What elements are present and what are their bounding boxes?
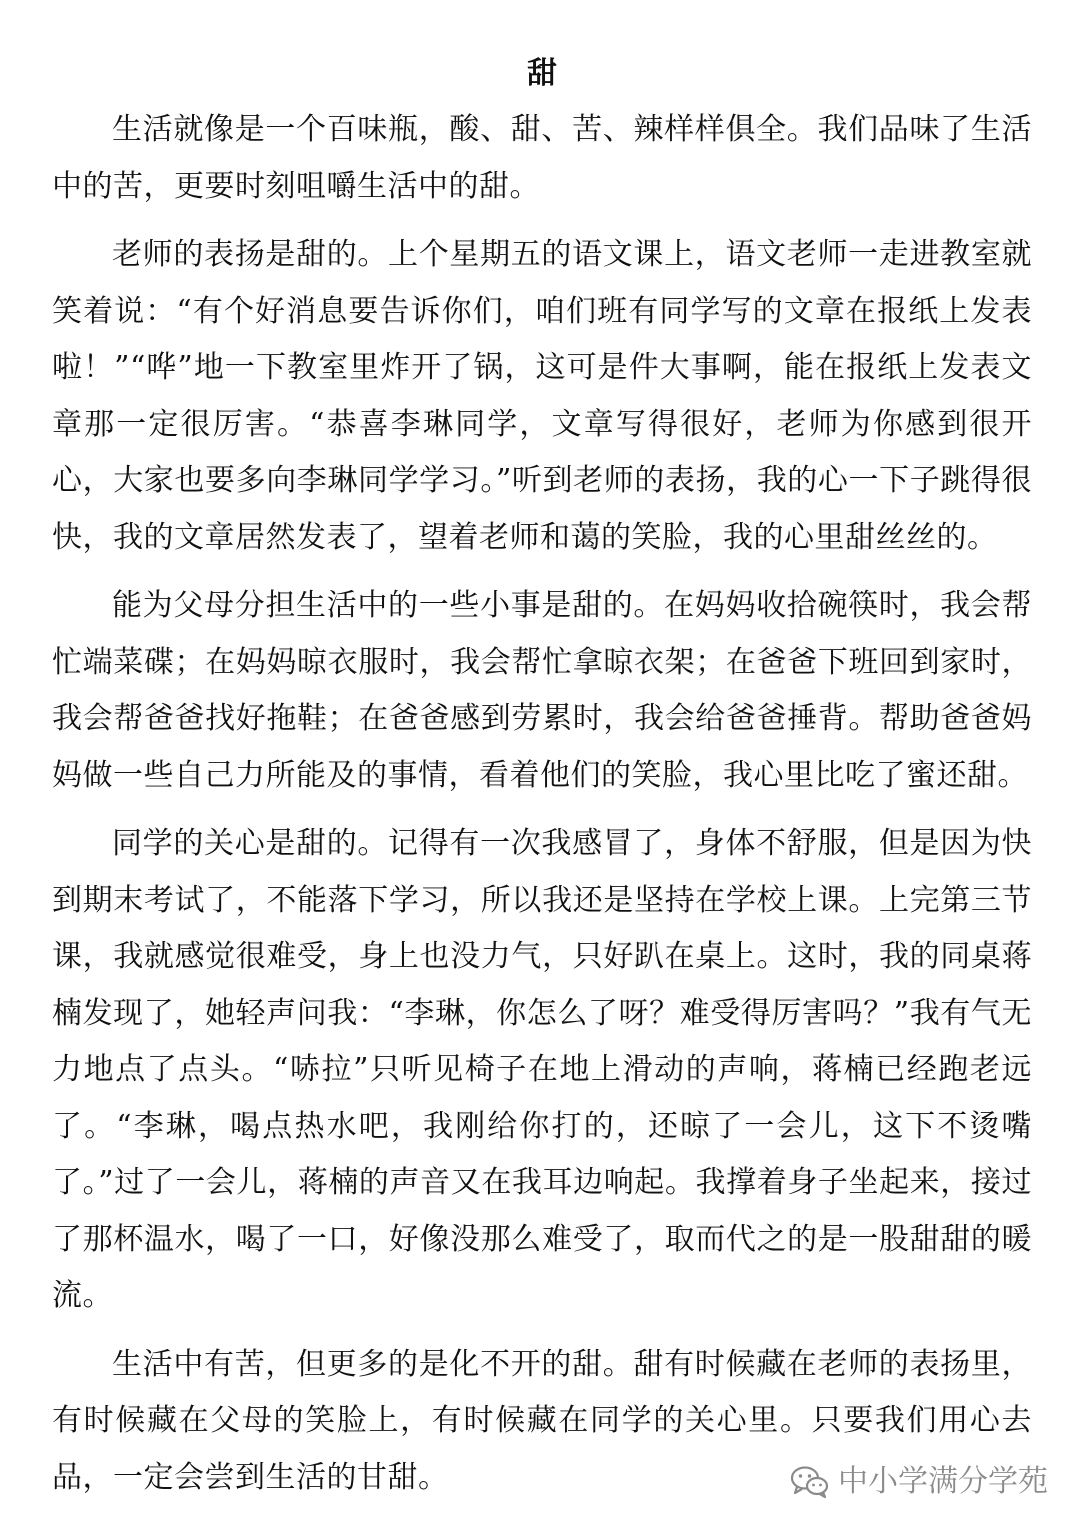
paragraph-teacher-praise: 老师的表扬是甜的。上个星期五的语文课上，语文老师一走进教室就笑着说：“有个好消息要告诉你们，咱们班有同学写的文章在报纸上发表啦！”“哗”地一下教室里炸开了锅，这可是件大事啊，能在报纸上发表文章那一定很厉害。“恭喜李琳同学，文章写得很好，老师为你感到很开心，大家也要多向李琳同学学习。”听到老师的表扬，我的心一下子跳得很快，我的文章居然发表了，望着老师和蔼的笑脸，我的心里甜丝丝的。 [52, 237, 1032, 555]
paragraph-helping-parents: 能为父母分担生活中的一些小事是甜的。在妈妈收拾碗筷时，我会帮忙端菜碟；在妈妈晾衣服时，我会帮忙拿晾衣架；在爸爸下班回到家时，我会帮爸爸找好拖鞋；在爸爸感到劳累时，我会给爸爸捶背。帮助爸爸妈妈做一些自己力所能及的事情，看着他们的笑脸，我心里比吃了蜜还甜。 [52, 588, 1032, 793]
paragraph-intro: 生活就像是一个百味瓶，酸、甜、苦、辣样样俱全。我们品味了生活中的苦，更要时刻咀嚼生活中的甜。 [52, 112, 1032, 204]
essay-title: 甜 [527, 56, 557, 91]
paragraph-conclusion: 生活中有苦，但更多的是化不开的甜。甜有时候藏在老师的表扬里，有时候藏在父母的笑脸上，有时候藏在同学的关心里。只要我们用心去品，一定会尝到生活的甘甜。 [52, 1346, 1032, 1495]
watermark-text: 中小学满分学苑 [838, 1464, 1048, 1499]
paragraph-classmate-care: 同学的关心是甜的。记得有一次我感冒了，身体不舒服，但是因为快到期末考试了，不能落下学习，所以我还是坚持在学校上课。上完第三节课，我就感觉很难受，身上也没力气，只好趴在桌上。这时，我的同桌蒋楠发现了，她轻声问我：“李琳，你怎么了呀？难受得厉害吗？”我有气无力地点了点头。“哧拉”只听见椅子在地上滑动的声响，蒋楠已经跑老远了。“李琳，喝点热水吧，我刚给你打的，还晾了一会儿，这下不烫嘴了。”过了一会儿，蒋楠的声音又在我耳边响起。我撑着身子坐起来，接过了那杯温水，喝了一口，好像没那么难受了，取而代之的是一股甜甜的暖流。 [52, 826, 1032, 1313]
watermark [790, 1462, 1048, 1502]
document-page [52, 48, 1032, 1518]
wechat-icon [790, 1465, 830, 1499]
